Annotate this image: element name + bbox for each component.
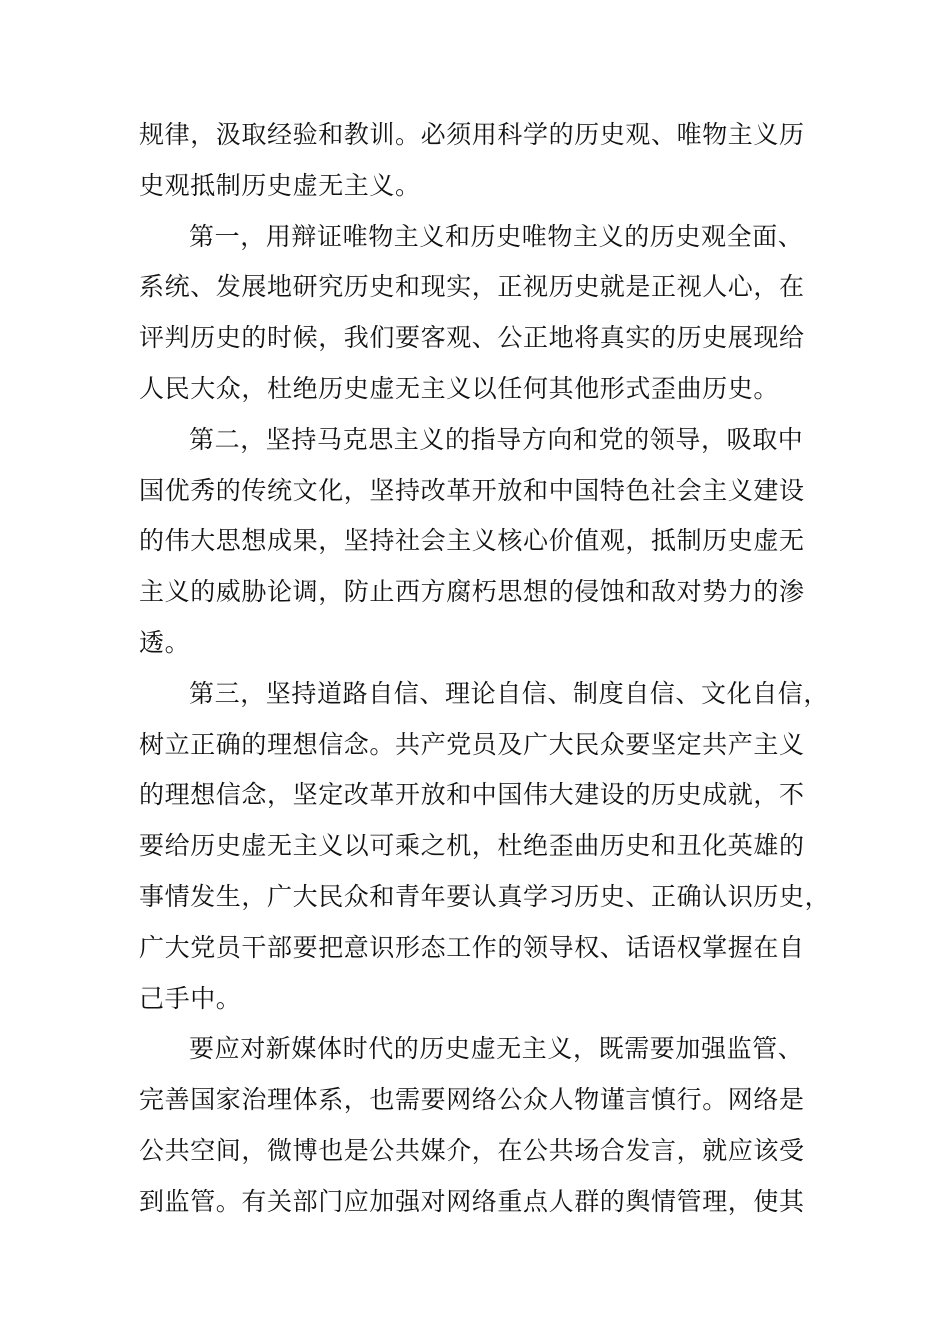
text-line: 评判历史的时候，我们要客观、公正地将真实的历史展现给 xyxy=(139,323,805,353)
text-line: 系统、发展地研究历史和现实，正视历史就是正视人心，在 xyxy=(139,272,805,302)
text-line: 人民大众，杜绝历史虚无主义以任何其他形式歪曲历史。 xyxy=(139,373,780,403)
text-line: 的理想信念，坚定改革开放和中国伟大建设的历史成就，不 xyxy=(139,780,805,810)
text-line: 要给历史虚无主义以可乘之机，杜绝歪曲历史和丑化英雄的 xyxy=(139,831,805,861)
text-line: 树立正确的理想信念。共产党员及广大民众要坚定共产主义 xyxy=(139,729,805,759)
paragraph xyxy=(139,415,811,669)
text-line: 的伟大思想成果，坚持社会主义核心价值观，抵制历史虚无 xyxy=(139,526,805,556)
text-line: 完善国家治理体系，也需要网络公众人物谨言慎行。网络是 xyxy=(139,1085,805,1115)
text-line: 到监管。有关部门应加强对网络重点人群的舆情管理，使其 xyxy=(139,1186,805,1216)
text-line: 规律，汲取经验和教训。必须用科学的历史观、唯物主义历 xyxy=(139,120,805,149)
paragraph xyxy=(139,110,811,212)
body-text xyxy=(139,110,831,1228)
text-line: 公共空间，微博也是公共媒介，在公共场合发言，就应该受 xyxy=(139,1135,805,1165)
paragraph xyxy=(139,212,811,415)
paragraph xyxy=(139,1024,811,1227)
text-line: 广大党员干部要把意识形态工作的领导权、话语权掌握在自 xyxy=(139,932,805,962)
text-line: 史观抵制历史虚无主义。 xyxy=(139,170,421,200)
paragraph xyxy=(139,669,831,1025)
text-line: 主义的威胁论调，防止西方腐朽思想的侵蚀和敌对势力的渗 xyxy=(139,577,805,607)
text-line: 己手中。 xyxy=(139,983,242,1013)
text-line: 事情发生，广大民众和青年要认真学习历史、正确认识历史， xyxy=(139,881,831,911)
text-line: 第三，坚持道路自信、理论自信、制度自信、文化自信， xyxy=(189,678,830,708)
text-line: 要应对新媒体时代的历史虚无主义，既需要加强监管、 xyxy=(189,1034,804,1064)
text-line: 第二，坚持马克思主义的指导方向和党的领导，吸取中 xyxy=(189,424,804,454)
text-line: 透。 xyxy=(139,627,191,657)
text-line: 国优秀的传统文化，坚持改革开放和中国特色社会主义建设 xyxy=(139,475,805,505)
text-line: 第一，用辩证唯物主义和历史唯物主义的历史观全面、 xyxy=(189,221,804,251)
